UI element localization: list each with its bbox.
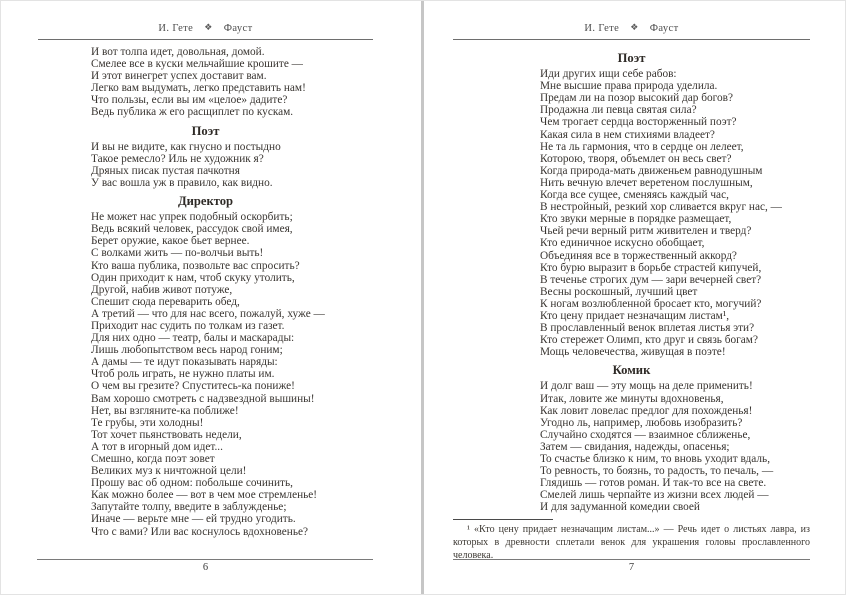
verse-line: Весны роскошный, лучший цвет xyxy=(540,285,698,298)
verse-line: Смелее все в куски мельчайшие крошите — xyxy=(91,58,303,71)
verse-line: А дамы — те идут показывать наряды: xyxy=(91,356,278,369)
verse-line: Один приходит к нам, чтоб скуку утолить, xyxy=(91,271,295,284)
footnote-block xyxy=(453,519,810,562)
verse-line: Прошу вас об одном: побольше сочинить, xyxy=(91,477,293,490)
stanza xyxy=(453,380,810,513)
page-number: 6 xyxy=(202,562,209,573)
verse-line: А тот в игорный дом идет... xyxy=(91,440,223,453)
page-right-text xyxy=(453,46,810,516)
verse-line: Смелей лишь черпайте из жизни всех людей — xyxy=(540,489,769,502)
verse-line: Какая сила в нем стихиями владеет? xyxy=(540,128,715,141)
verse-line: И долг ваш — эту мощь на деле применить! xyxy=(540,380,753,393)
verse-line: Не та ль гармония, что в сердце он лелеет, xyxy=(540,140,744,153)
running-header-title: Фауст xyxy=(223,23,253,34)
verse-line: Как можно более — вот в чем мое стремленье! xyxy=(91,489,318,502)
running-header xyxy=(453,23,810,34)
stanza xyxy=(38,211,373,538)
verse-line: Глядишь — готов роман. И так-то все на свете. xyxy=(540,477,767,490)
verse-line: В нестройный, резкий хор сливается вкруг нас, — xyxy=(540,201,782,214)
verse-line: Итак, ловите же минуты вдохновенья, xyxy=(540,392,724,405)
verse-line: Нить вечную влечет веретеном послушным, xyxy=(540,176,753,189)
speaker-heading: Комик xyxy=(612,363,651,378)
page-left xyxy=(1,1,421,594)
verse-line: Кто стережет Олимп, кто друг и связь богам? xyxy=(540,334,758,347)
verse-line: Чтоб роль играть, не нужно платы им. xyxy=(91,368,275,381)
verse-line: Для них одно — театр, балы и маскарады: xyxy=(91,332,295,345)
verse-line: Легко вам выдумать, легко представить нам! xyxy=(91,82,306,95)
verse-line: Берет оружие, какое бьет вернее. xyxy=(91,235,250,248)
verse-line: И вот толпа идет, довольная, домой. xyxy=(91,46,265,58)
verse-line: Лишь любопытством весь народ гоним; xyxy=(91,344,283,357)
running-header xyxy=(38,23,373,34)
verse-line: Случайно сходятся — взаимное сближенье, xyxy=(540,428,751,441)
verse-line: То ревность, то боязнь, то радость, то печаль, — xyxy=(540,465,774,478)
verse-line: В теченье строгих дум — зари вечерней свет? xyxy=(540,273,762,286)
verse-line: Как ловит ловелас предлог для похожденья! xyxy=(540,404,753,417)
verse-line: Предам ли на позор высокий дар богов? xyxy=(540,92,733,105)
verse-line: Иначе — верьте мне — ей трудно угодить. xyxy=(91,513,296,526)
verse-line: Такое ремесло? Иль не художник я? xyxy=(91,152,264,165)
verse-line: Когда все сущее, сменяясь каждый час, xyxy=(540,189,729,202)
verse-line: Смешно, когда поэт зовет xyxy=(91,453,215,465)
footer-rule xyxy=(37,559,373,560)
page-number: 7 xyxy=(628,562,635,573)
verse-line: Когда природа-мать движеньем равнодушным xyxy=(540,164,763,177)
verse-line: Кто звуки мерные в порядке размещает, xyxy=(540,213,732,226)
verse-line: Что пользы, если вы им «целое» дадите? xyxy=(91,94,288,107)
ornament-icon: ❖ xyxy=(630,23,639,33)
verse-line: У вас вошла уж в правило, как видно. xyxy=(91,176,273,189)
verse-line: Кто бурю выразит в борьбе страстей кипучей, xyxy=(540,261,762,274)
verse-line: Дряных писак пустая пачкотня xyxy=(91,164,240,177)
header-rule xyxy=(453,39,810,40)
ornament-icon: ❖ xyxy=(204,23,213,33)
footnote-text: ¹ «Кто цену придает незначащим листам...» — Речь идет о листьях лавра, из которых в древности сплетали венок для украшения головы прославленного человека. xyxy=(453,524,810,561)
verse-line: Спешит сюда переварить обед, xyxy=(91,295,240,308)
speaker-heading: Директор xyxy=(177,194,234,209)
footnote-rule xyxy=(453,519,553,520)
speaker-heading: Поэт xyxy=(617,51,646,65)
verse-line: Запутайте толпу, введите в заблужденье; xyxy=(91,501,287,514)
verse-line: Ведь всякий человек, рассудок свой имея, xyxy=(91,223,293,236)
verse-line: И для задуманной комедии своей xyxy=(540,501,700,514)
verse-line: Великих муз к ничтожной цели! xyxy=(91,465,247,478)
verse-line: Кто ваша публика, позвольте вас спросить? xyxy=(91,259,300,272)
verse-line: Которою, творя, объемлет он весь свет? xyxy=(540,152,732,165)
verse-line: Приходит нас судить по толкам из газет. xyxy=(91,319,285,332)
verse-line: Объединяя все в торжественный аккорд? xyxy=(540,249,737,262)
verse-line: Вам хорошо смотреть с надзвездной вышины! xyxy=(91,392,315,405)
stanza xyxy=(38,141,373,189)
footer-rule xyxy=(453,559,810,560)
verse-line: Затем — свидания, надежды, опасенья; xyxy=(540,440,730,453)
verse-line: Мощь человечества, живущая в поэте! xyxy=(540,346,726,359)
verse-line: Что с вами? Или вас коснулось вдохновенье? xyxy=(91,525,309,538)
verse-line: А третий — что для нас всего, пожалуй, хуже — xyxy=(91,307,325,320)
speaker-heading: Поэт xyxy=(191,123,220,138)
verse-line: О чем вы грезите? Спуститесь-ка пониже! xyxy=(91,380,295,393)
page-right xyxy=(424,1,845,594)
verse-line: С волками жить — по-волчьи выть! xyxy=(91,247,264,260)
verse-line: Иди других ищи себе рабов: xyxy=(540,68,677,81)
verse-line: Угодно ль, например, любовь изобразить? xyxy=(540,416,743,429)
verse-line: Кто цену придает незначащим листам¹, xyxy=(540,309,730,322)
running-header-author: И. Гете xyxy=(158,23,194,34)
verse-line: К ногам возлюбленной бросает кто, могучий? xyxy=(540,297,762,310)
verse-line: Не может нас упрек подобный оскорбить; xyxy=(91,211,293,224)
verse-line: И вы не видите, как гнусно и постыдно xyxy=(91,140,281,153)
verse-line: То счастье близко к ним, то вновь уходит вдаль, xyxy=(540,453,771,465)
verse-line: Кто единичное искусно обобщает, xyxy=(540,237,705,250)
page-left-text xyxy=(38,46,373,541)
verse-line: Другой, набив живот потуже, xyxy=(91,283,233,296)
verse-line: Продажна ли певца святая сила? xyxy=(540,104,697,117)
running-header-author: И. Гете xyxy=(584,23,620,34)
running-header-title: Фауст xyxy=(649,23,679,34)
stanza xyxy=(38,46,373,119)
verse-line: Чем трогает сердца восторженный поэт? xyxy=(540,116,737,129)
verse-line: Мне высшие права природа уделила. xyxy=(540,80,718,93)
verse-line: Тот хочет пьянствовать недели, xyxy=(91,428,242,441)
verse-line: Нет, вы взгляните-ка поближе! xyxy=(91,404,239,417)
verse-line: Ведь публика ж его расщиплет по кускам. xyxy=(91,106,294,119)
stanza xyxy=(453,68,810,358)
verse-line: И этот винегрет успех доставит вам. xyxy=(91,70,267,83)
verse-line: В прославленный венок вплетая листья эти? xyxy=(540,322,755,335)
verse-line: Чьей речи верный ритм живителен и тверд? xyxy=(540,225,752,238)
verse-line: Те грубы, эти холодны! xyxy=(91,416,204,429)
header-rule xyxy=(38,39,373,40)
